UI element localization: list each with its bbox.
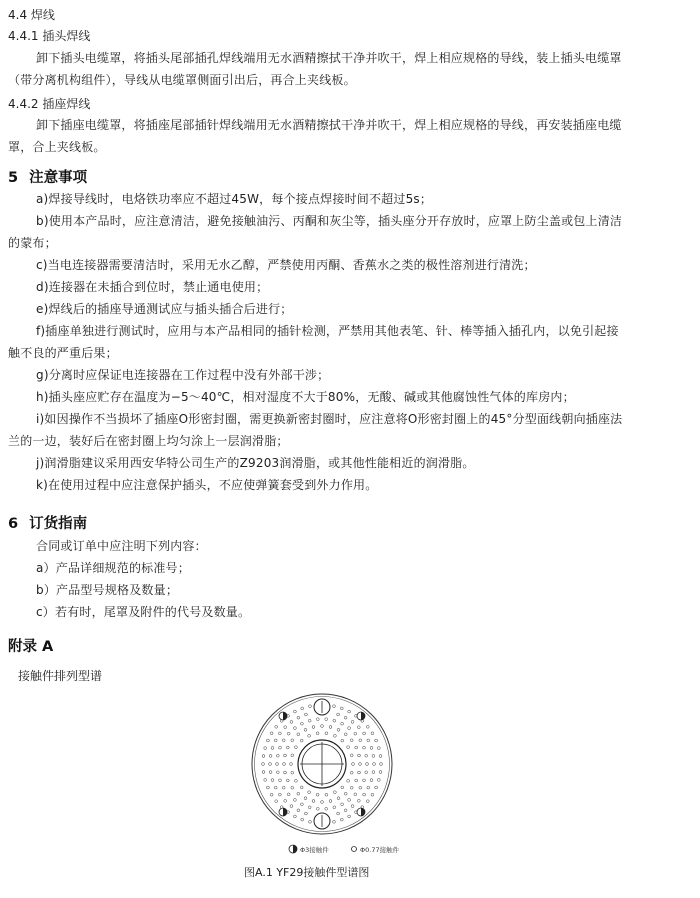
phi077-contact <box>267 786 270 789</box>
phi077-contact <box>305 812 308 815</box>
phi077-contact <box>373 763 376 766</box>
section-6-heading <box>8 512 87 533</box>
phi077-contact <box>309 705 312 708</box>
phi077-contact <box>275 725 278 728</box>
phi3-contact-marker <box>279 808 287 816</box>
phi077-contact <box>365 754 368 757</box>
phi077-contact <box>297 792 300 795</box>
phi077-contact <box>344 733 347 736</box>
phi077-contact <box>291 771 294 774</box>
section-4-4-title: 4.4 焊线 <box>8 8 55 22</box>
phi077-contact <box>262 755 265 758</box>
phi077-contact <box>329 726 332 729</box>
phi077-contact <box>300 739 303 742</box>
list-item: 的蒙布； <box>8 236 57 250</box>
list-item: b)使用本产品时，应注意清洁，避免接触油污、丙酮和灰尘等，插头座分开存放时，应罩上防尘盖或包上清洁 <box>36 214 623 228</box>
phi077-contact <box>321 725 324 728</box>
phi077-contact <box>377 779 380 782</box>
phi077-contact <box>304 728 307 731</box>
phi077-contact <box>348 710 351 713</box>
phi077-contact <box>333 820 336 823</box>
phi077-contact <box>344 792 347 795</box>
list-item: c）若有时，尾罩及附件的代号及数量。 <box>36 605 251 619</box>
phi077-contact <box>295 746 298 749</box>
phi077-contact <box>312 800 315 803</box>
phi077-contact <box>337 713 340 716</box>
legend-phi3-label: Φ3接触件 <box>300 846 329 854</box>
phi077-contact <box>297 809 300 812</box>
phi077-contact <box>284 771 287 774</box>
phi077-contact <box>270 732 273 735</box>
phi077-contact <box>325 718 328 721</box>
phi077-contact <box>301 707 304 710</box>
phi077-contact <box>341 739 344 742</box>
phi077-contact <box>286 746 289 749</box>
phi077-contact <box>267 739 270 742</box>
phi077-contact <box>365 771 368 774</box>
phi077-contact <box>333 806 336 809</box>
phi077-contact <box>351 805 354 808</box>
phi077-contact <box>284 799 287 802</box>
phi077-contact <box>262 771 265 774</box>
phi077-contact <box>274 739 277 742</box>
phi077-contact <box>359 763 362 766</box>
phi077-contact <box>359 786 362 789</box>
list-item: b）产品型号规格及数量； <box>36 583 179 597</box>
section-title: 订货指南 <box>29 516 88 532</box>
phi077-contact <box>294 710 297 713</box>
phi077-contact <box>294 799 297 802</box>
phi077-contact <box>350 786 353 789</box>
phi077-contact <box>297 733 300 736</box>
phi077-contact <box>329 800 332 803</box>
phi077-contact <box>348 815 351 818</box>
phi077-contact <box>366 763 369 766</box>
phi077-contact <box>274 786 277 789</box>
phi077-contact <box>271 779 274 782</box>
phi077-contact <box>316 718 319 721</box>
phi077-contact <box>355 779 358 782</box>
section-title: 注意事项 <box>29 170 88 186</box>
paragraph-line: 罩，合上夹线板。 <box>8 140 106 154</box>
legend-phi077-label: Φ0.77接触件 <box>360 846 400 854</box>
phi077-contact <box>379 755 382 758</box>
section-number: 6 <box>8 516 19 532</box>
phi077-contact <box>350 739 353 742</box>
phi077-contact <box>371 732 374 735</box>
appendix-subtitle: 接触件排列型谱 <box>18 669 103 683</box>
list-item: 兰的一边，装好后在密封圈上均匀涂上一层润滑脂； <box>8 434 289 448</box>
phi077-contact <box>301 722 304 725</box>
phi077-contact <box>286 779 289 782</box>
phi077-contact <box>344 716 347 719</box>
list-item: g)分离时应保证电连接器在工作过程中没有外部干涉； <box>36 368 330 382</box>
phi077-contact <box>372 755 375 758</box>
legend-phi077-icon <box>350 845 358 853</box>
phi077-contact <box>348 799 351 802</box>
phi3-contact-marker <box>357 808 365 816</box>
phi077-contact <box>316 793 319 796</box>
phi077-contact <box>363 746 366 749</box>
phi077-contact <box>264 747 267 750</box>
phi077-contact <box>350 754 353 757</box>
phi077-contact <box>366 725 369 728</box>
phi077-contact <box>276 771 279 774</box>
phi077-contact <box>308 791 311 794</box>
phi077-contact <box>355 746 358 749</box>
phi077-contact <box>295 779 298 782</box>
phi077-contact <box>291 739 294 742</box>
phi077-contact <box>341 803 344 806</box>
phi077-contact <box>367 739 370 742</box>
list-item: 合同或订单中应注明下列内容： <box>36 539 207 553</box>
phi077-contact <box>367 786 370 789</box>
phi077-contact <box>379 771 382 774</box>
phi077-contact <box>370 747 373 750</box>
phi077-contact <box>363 732 366 735</box>
phi077-contact <box>333 719 336 722</box>
phi077-contact <box>354 732 357 735</box>
contact-arrangement-diagram <box>237 690 407 838</box>
list-item: a）产品详细规范的标准号； <box>36 561 190 575</box>
phi077-contact <box>380 763 383 766</box>
phi077-contact <box>287 732 290 735</box>
phi077-contact <box>294 815 297 818</box>
phi077-contact <box>351 721 354 724</box>
phi077-contact <box>340 707 343 710</box>
phi077-contact <box>370 779 373 782</box>
phi077-contact <box>282 739 285 742</box>
phi077-contact <box>358 771 361 774</box>
phi077-contact <box>316 732 319 735</box>
section-5-heading <box>8 166 87 187</box>
phi077-contact <box>347 779 350 782</box>
phi077-contact <box>279 779 282 782</box>
phi077-contact <box>348 727 351 730</box>
phi077-contact <box>334 791 337 794</box>
phi077-contact <box>316 807 319 810</box>
phi077-contact <box>271 747 274 750</box>
phi077-contact <box>301 818 304 821</box>
phi077-contact <box>340 818 343 821</box>
phi077-contact <box>269 763 272 766</box>
phi077-contact <box>279 746 282 749</box>
phi077-contact <box>308 806 311 809</box>
section-number: 5 <box>8 170 19 186</box>
phi077-contact <box>357 726 360 729</box>
phi077-contact <box>337 728 340 731</box>
phi077-contact <box>294 727 297 730</box>
figure-caption: 图A.1 YF29接触件型谱图 <box>244 866 370 879</box>
phi077-contact <box>262 763 265 766</box>
phi077-contact <box>321 801 324 804</box>
phi077-contact <box>358 754 361 757</box>
phi077-contact <box>297 716 300 719</box>
phi077-contact <box>279 732 282 735</box>
phi077-contact <box>279 793 282 796</box>
phi077-contact <box>359 739 362 742</box>
phi077-contact <box>372 771 375 774</box>
phi077-contact <box>352 763 355 766</box>
phi077-contact <box>287 793 290 796</box>
phi077-contact <box>363 779 366 782</box>
phi077-contact <box>284 726 287 729</box>
phi077-contact <box>291 786 294 789</box>
phi077-contact <box>308 719 311 722</box>
phi077-contact <box>305 713 308 716</box>
phi077-contact <box>290 721 293 724</box>
phi077-contact <box>325 807 328 810</box>
phi077-contact <box>375 786 378 789</box>
phi077-contact <box>276 754 279 757</box>
phi077-contact <box>300 786 303 789</box>
phi077-contact <box>347 746 350 749</box>
list-item: d)连接器在未插合到位时，禁止通电使用； <box>36 280 269 294</box>
list-item: a)焊接导线时，电烙铁功率应不超过45W，每个接点焊接时间不超过5s； <box>36 192 433 206</box>
list-item: h)插头座应贮存在温度为−5～40℃，相对湿度不大于80%，无酸、碱或其他腐蚀性气体的库房内； <box>36 390 575 404</box>
list-item: 触不良的严重后果； <box>8 346 118 360</box>
phi077-contact <box>341 786 344 789</box>
phi077-contact <box>283 763 286 766</box>
phi077-contact <box>301 803 304 806</box>
phi077-contact <box>366 800 369 803</box>
phi077-contact <box>341 722 344 725</box>
list-item: f)插座单独进行测试时，应用与本产品相同的插针检测，严禁用其他表笔、针、棒等插入插孔内，以免引起接 <box>36 324 619 338</box>
phi077-contact <box>290 805 293 808</box>
phi077-contact <box>291 754 294 757</box>
phi3-contact-marker <box>279 712 287 720</box>
phi077-contact <box>276 763 279 766</box>
phi077-contact <box>270 793 273 796</box>
phi077-contact <box>304 797 307 800</box>
phi077-contact <box>309 820 312 823</box>
phi077-contact <box>269 771 272 774</box>
paragraph-line: （带分离机构组件），导线从电缆罩侧面引出后，再合上夹线板。 <box>8 73 356 87</box>
phi077-contact <box>312 726 315 729</box>
phi077-contact <box>357 799 360 802</box>
phi077-contact <box>290 763 293 766</box>
phi077-contact <box>375 739 378 742</box>
phi077-contact <box>269 755 272 758</box>
phi077-contact <box>325 732 328 735</box>
section-4-4-1-title: 4.4.1 插头焊线 <box>8 29 91 43</box>
phi077-contact <box>282 786 285 789</box>
phi077-contact <box>334 734 337 737</box>
paragraph-line: 卸下插头电缆罩，将插头尾部插孔焊线端用无水酒精擦拭干净并吹干，焊上相应规格的导线，装上插头电缆罩 <box>36 51 622 65</box>
phi077-contact <box>344 809 347 812</box>
phi077-contact <box>350 771 353 774</box>
list-item: j)润滑脂建议采用西安华特公司生产的Z9203润滑脂，或其他性能相近的润滑脂。 <box>36 456 475 470</box>
phi077-contact <box>337 812 340 815</box>
phi077-contact <box>333 705 336 708</box>
section-4-4-2-title: 4.4.2 插座焊线 <box>8 97 91 111</box>
phi077-contact <box>354 793 357 796</box>
phi077-contact <box>264 779 267 782</box>
list-item: k)在使用过程中应注意保护插头，不应使弹簧套受到外力作用。 <box>36 478 378 492</box>
list-item: e)焊线后的插座导通测试应与插头插合后进行； <box>36 302 293 316</box>
legend-phi3-icon <box>288 844 298 854</box>
list-item: c)当电连接器需要清洁时，采用无水乙醇，严禁使用丙酮、香蕉水之类的极性溶剂进行清洗； <box>36 258 536 272</box>
paragraph-line: 卸下插座电缆罩，将插座尾部插针焊线端用无水酒精擦拭干净并吹干，焊上相应规格的导线，再安装插座电缆 <box>36 118 622 132</box>
phi077-contact <box>377 747 380 750</box>
phi077-contact <box>308 734 311 737</box>
phi077-contact <box>363 793 366 796</box>
appendix-title: 附录 A <box>8 639 54 655</box>
phi3-contact-marker <box>357 712 365 720</box>
phi077-contact <box>325 793 328 796</box>
phi077-contact <box>371 793 374 796</box>
phi077-contact <box>337 797 340 800</box>
phi077-contact <box>284 754 287 757</box>
phi077-contact <box>275 800 278 803</box>
list-item: i)如因操作不当损坏了插座O形密封圈，需更换新密封圈时，应注意将O形密封圈上的45°分型面线朝向插座法 <box>36 412 623 426</box>
